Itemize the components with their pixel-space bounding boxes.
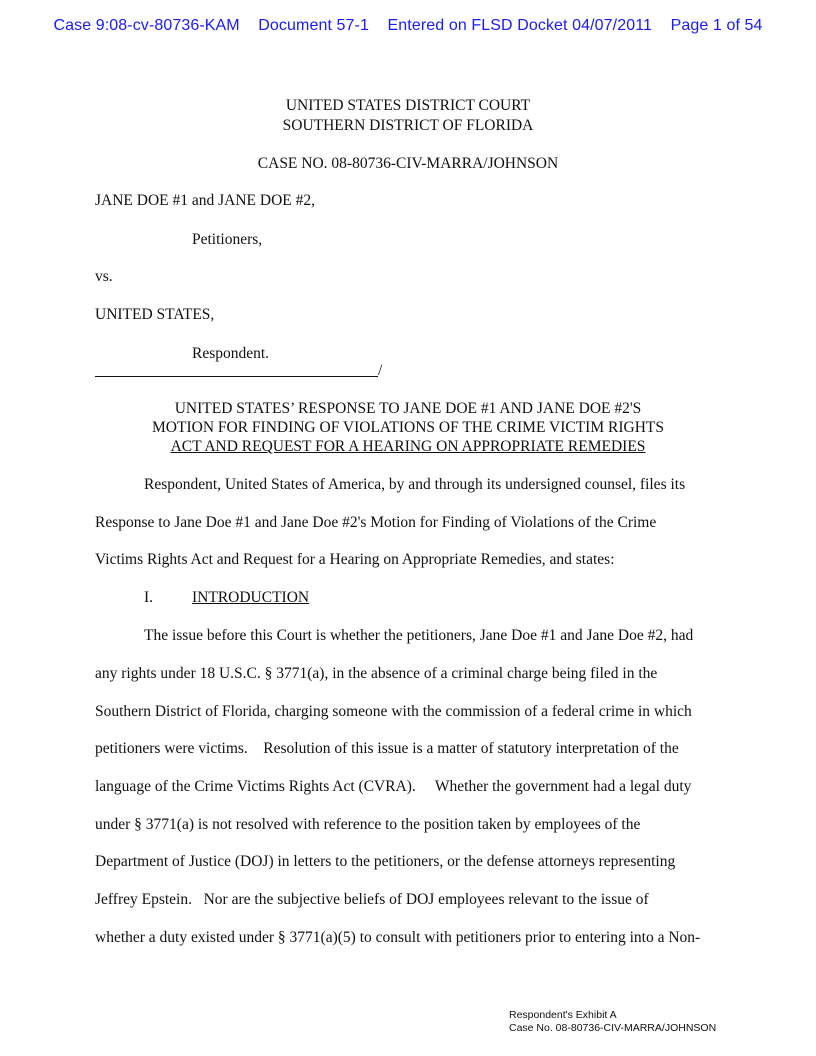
para-line: language of the Crime Victims Rights Act (CVRA). Whether the government had a legal duty	[95, 778, 692, 795]
stamp-entered: Entered on FLSD Docket 04/07/2011	[387, 17, 653, 34]
para-line: any rights under 18 U.S.C. § 3771(a), in the absence of a criminal charge being filed in the	[95, 665, 658, 682]
caption-rule	[95, 368, 378, 377]
case-number: CASE NO. 08-80736-CIV-MARRA/JOHNSON	[257, 155, 559, 172]
para-line: Department of Justice (DOJ) in letters to the petitioners, or the defense attorneys representing	[95, 853, 676, 870]
title-line-1: UNITED STATES’ RESPONSE TO JANE DOE #1 AND JANE DOE #2'S	[174, 400, 642, 417]
intro-line: Response to Jane Doe #1 and Jane Doe #2's Motion for Finding of Violations of the Crime	[95, 514, 657, 531]
para-line: Jeffrey Epstein. Nor are the subjective beliefs of DOJ employees relevant to the issue of	[95, 891, 649, 908]
versus: vs.	[95, 268, 113, 285]
court-name: UNITED STATES DISTRICT COURT	[285, 97, 531, 114]
stamp-document: Document 57-1	[258, 17, 369, 34]
stamp-case: Case 9:08-cv-80736-KAM	[53, 17, 240, 34]
petitioners-label: Petitioners,	[192, 231, 263, 248]
intro-line: Respondent, United States of America, by and through its undersigned counsel, files its	[144, 476, 686, 493]
para-line: whether a duty existed under § 3771(a)(5) to consult with petitioners prior to entering into a Non-	[95, 929, 701, 946]
docket-stamp	[0, 17, 816, 35]
exhibit-label	[509, 1009, 716, 1035]
respondent-label: Respondent.	[192, 345, 270, 362]
title-line-3	[0, 438, 816, 456]
section-number: I.	[144, 589, 154, 606]
respondent-name: UNITED STATES,	[95, 306, 215, 323]
title-line-2: MOTION FOR FINDING OF VIOLATIONS OF THE CRIME VICTIM RIGHTS	[152, 419, 664, 436]
exhibit-line-1: Respondent's Exhibit A	[509, 1009, 617, 1021]
para-line: petitioners were victims. Resolution of this issue is a matter of statutory interpretation of the	[95, 740, 679, 757]
exhibit-line-2: Case No. 08-80736-CIV-MARRA/JOHNSON	[509, 1022, 717, 1034]
title-line-3-text: ACT AND REQUEST FOR A HEARING ON APPROPRIATE REMEDIES	[170, 438, 646, 455]
para-line: The issue before this Court is whether the petitioners, Jane Doe #1 and Jane Doe #2, had	[144, 627, 694, 644]
petitioners-names: JANE DOE #1 and JANE DOE #2,	[95, 192, 315, 209]
para-line: Southern District of Florida, charging someone with the commission of a federal crime in which	[95, 703, 692, 720]
para-line: under § 3771(a) is not resolved with reference to the position taken by employees of the	[95, 816, 641, 833]
court-district: SOUTHERN DISTRICT OF FLORIDA	[282, 117, 534, 134]
intro-line: Victims Rights Act and Request for a Hearing on Appropriate Remedies, and states:	[95, 551, 615, 568]
caption-slash: /	[378, 362, 383, 379]
section-title: INTRODUCTION	[192, 589, 310, 606]
stamp-page: Page 1 of 54	[670, 17, 763, 34]
